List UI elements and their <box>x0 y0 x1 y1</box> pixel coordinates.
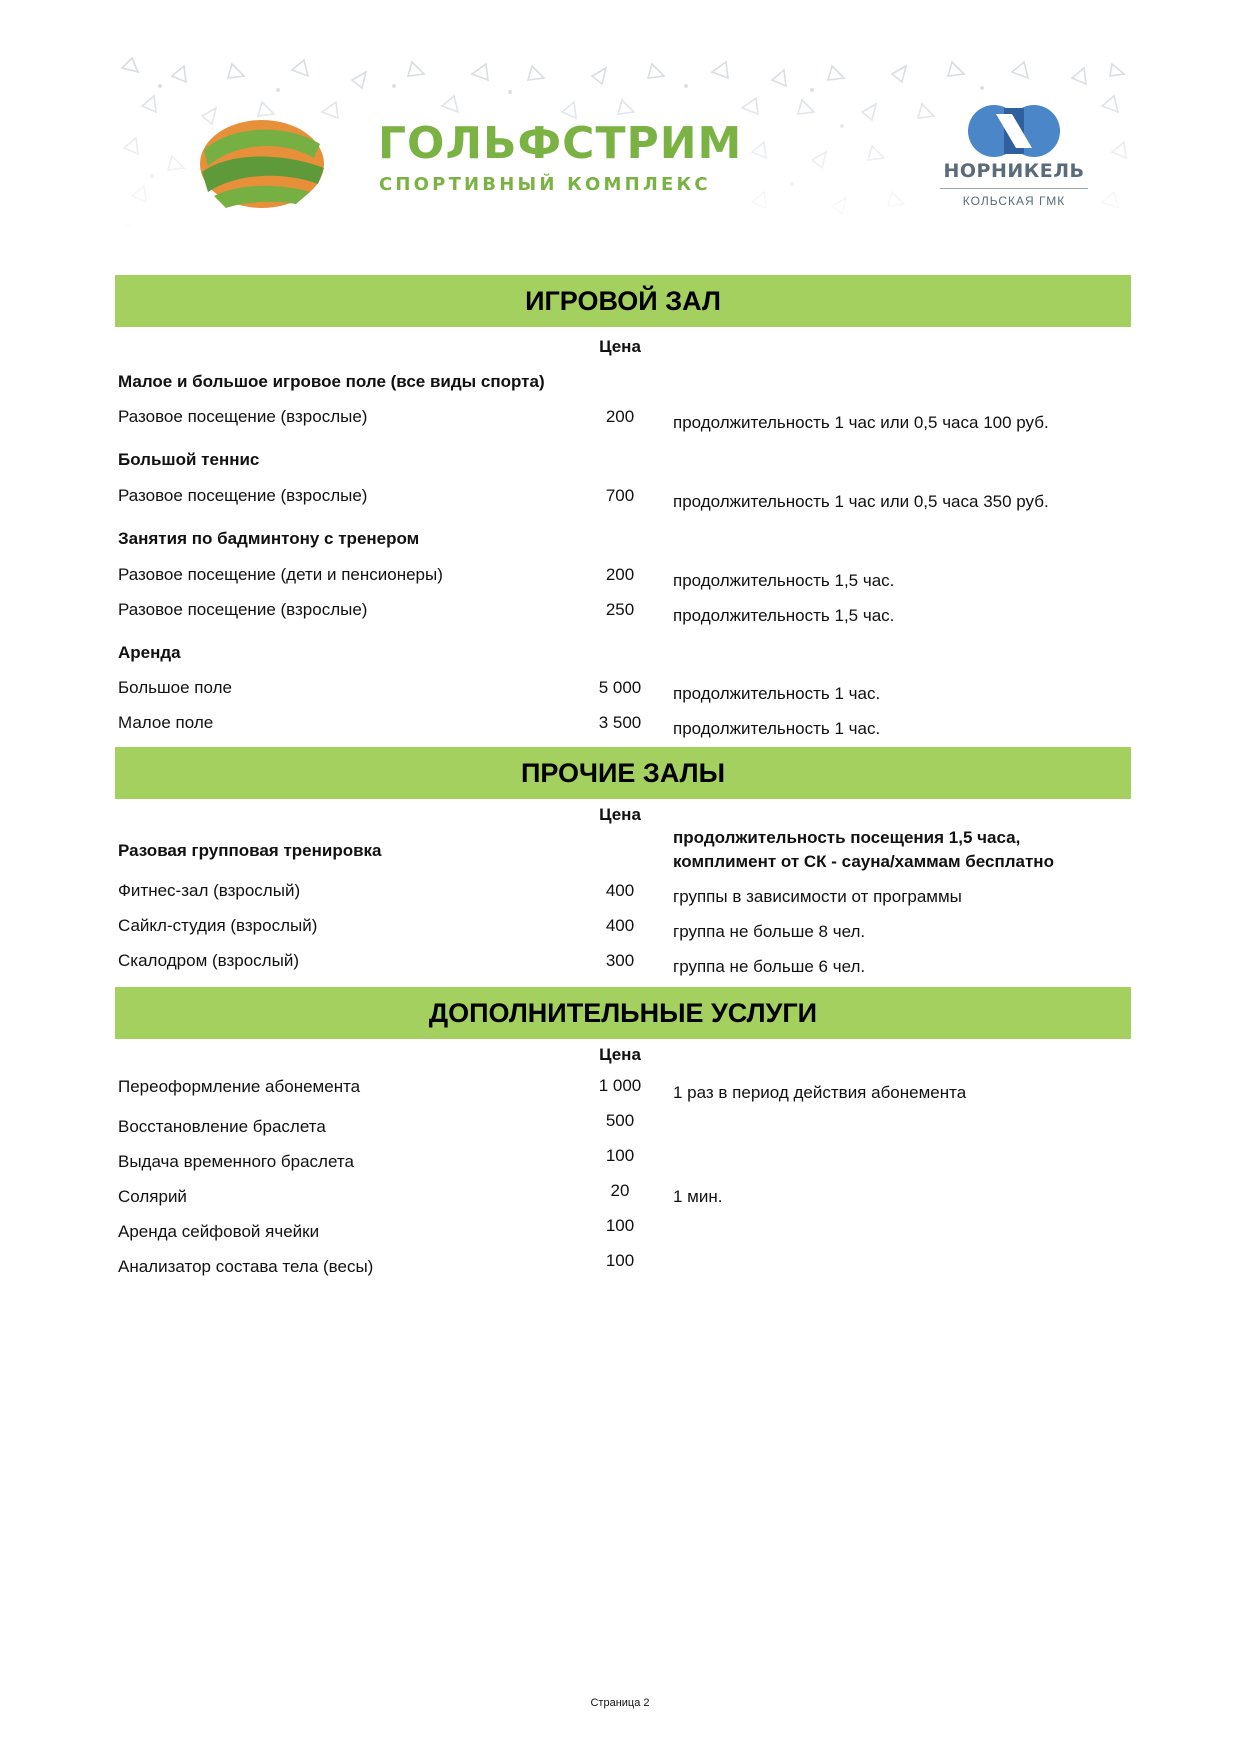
row-note: группы в зависимости от программы <box>673 887 962 906</box>
row-note: продолжительность 1,5 час. <box>673 606 895 625</box>
row-note: 1 мин. <box>673 1187 723 1206</box>
row-price: 1 000 <box>598 1076 642 1095</box>
row-name: Переоформление абонемента <box>118 1077 361 1096</box>
section-title-extra-services: ДОПОЛНИТЕЛЬНЫЕ УСЛУГИ <box>115 987 1131 1039</box>
nornickel-logo-icon <box>968 104 1060 158</box>
row-name: Разовое посещение (взрослые) <box>118 486 368 505</box>
row-note: группа не больше 8 чел. <box>673 922 866 941</box>
row-note: продолжительность 1 час или 0,5 часа 100 руб. <box>673 413 1049 432</box>
row-name: Фитнес-зал (взрослый) <box>118 881 301 900</box>
row-name: Малое поле <box>118 713 214 732</box>
golfstream-logo-icon <box>192 114 332 214</box>
price-column-header: Цена <box>599 1045 641 1064</box>
row-name: Разовое посещение (дети и пенсионеры) <box>118 565 443 584</box>
row-price: 300 <box>605 951 635 970</box>
row-name: Сайкл-студия (взрослый) <box>118 916 318 935</box>
row-price: 200 <box>605 565 635 584</box>
row-price: 3 500 <box>598 713 642 732</box>
row-note: группа не больше 6 чел. <box>673 957 866 976</box>
group-title: Аренда <box>118 643 181 662</box>
row-name: Большое поле <box>118 678 232 697</box>
brand-subtitle: СПОРТИВНЫЙ КОМПЛЕКС <box>379 174 711 195</box>
group-title: Большой теннис <box>118 450 260 469</box>
row-price: 250 <box>605 600 635 619</box>
brand-title: ГОЛЬФСТРИМ <box>378 118 743 169</box>
row-price: 400 <box>605 881 635 900</box>
row-note: продолжительность 1 час. <box>673 719 881 738</box>
section-title-other-halls: ПРОЧИЕ ЗАЛЫ <box>115 747 1131 799</box>
row-name: Аренда сейфовой ячейки <box>118 1222 320 1241</box>
row-note: продолжительность 1 час или 0,5 часа 350 руб. <box>673 492 1049 511</box>
price-column-header: Цена <box>599 805 641 824</box>
row-name: Анализатор состава тела (весы) <box>118 1257 374 1276</box>
row-price: 500 <box>605 1111 635 1130</box>
group-title: Занятия по бадминтону с тренером <box>118 529 420 548</box>
row-name: Солярий <box>118 1187 187 1206</box>
group-title: Разовая групповая тренировка <box>118 841 382 860</box>
row-name: Разовое посещение (взрослые) <box>118 600 368 619</box>
partner-divider <box>940 188 1088 189</box>
row-price: 100 <box>605 1251 635 1270</box>
group-note-line2: комплимент от СК - сауна/хаммам бесплатно <box>673 852 1054 871</box>
row-name: Восстановление браслета <box>118 1117 326 1136</box>
row-price: 100 <box>605 1216 635 1235</box>
group-note-line1: продолжительность посещения 1,5 часа, <box>673 828 1021 847</box>
row-price: 5 000 <box>598 678 642 697</box>
row-price: 100 <box>605 1146 635 1165</box>
page-number: Страница 2 <box>590 1697 650 1709</box>
row-name: Выдача временного браслета <box>118 1152 354 1171</box>
row-price: 700 <box>605 486 635 505</box>
row-price: 400 <box>605 916 635 935</box>
row-note: 1 раз в период действия абонемента <box>673 1083 967 1102</box>
row-price: 20 <box>610 1181 630 1200</box>
page-header <box>112 56 1128 248</box>
partner-subtitle: КОЛЬСКАЯ ГМК <box>962 194 1066 208</box>
row-note: продолжительность 1 час. <box>673 684 881 703</box>
row-name: Скалодром (взрослый) <box>118 951 299 970</box>
partner-name: НОРНИКЕЛЬ <box>943 160 1085 182</box>
group-title: Малое и большое игровое поле (все виды спорта) <box>118 372 545 391</box>
section-title-game-hall: ИГРОВОЙ ЗАЛ <box>115 275 1131 327</box>
price-column-header: Цена <box>599 337 641 356</box>
row-name: Разовое посещение (взрослые) <box>118 407 368 426</box>
row-note: продолжительность 1,5 час. <box>673 571 895 590</box>
row-price: 200 <box>605 407 635 426</box>
